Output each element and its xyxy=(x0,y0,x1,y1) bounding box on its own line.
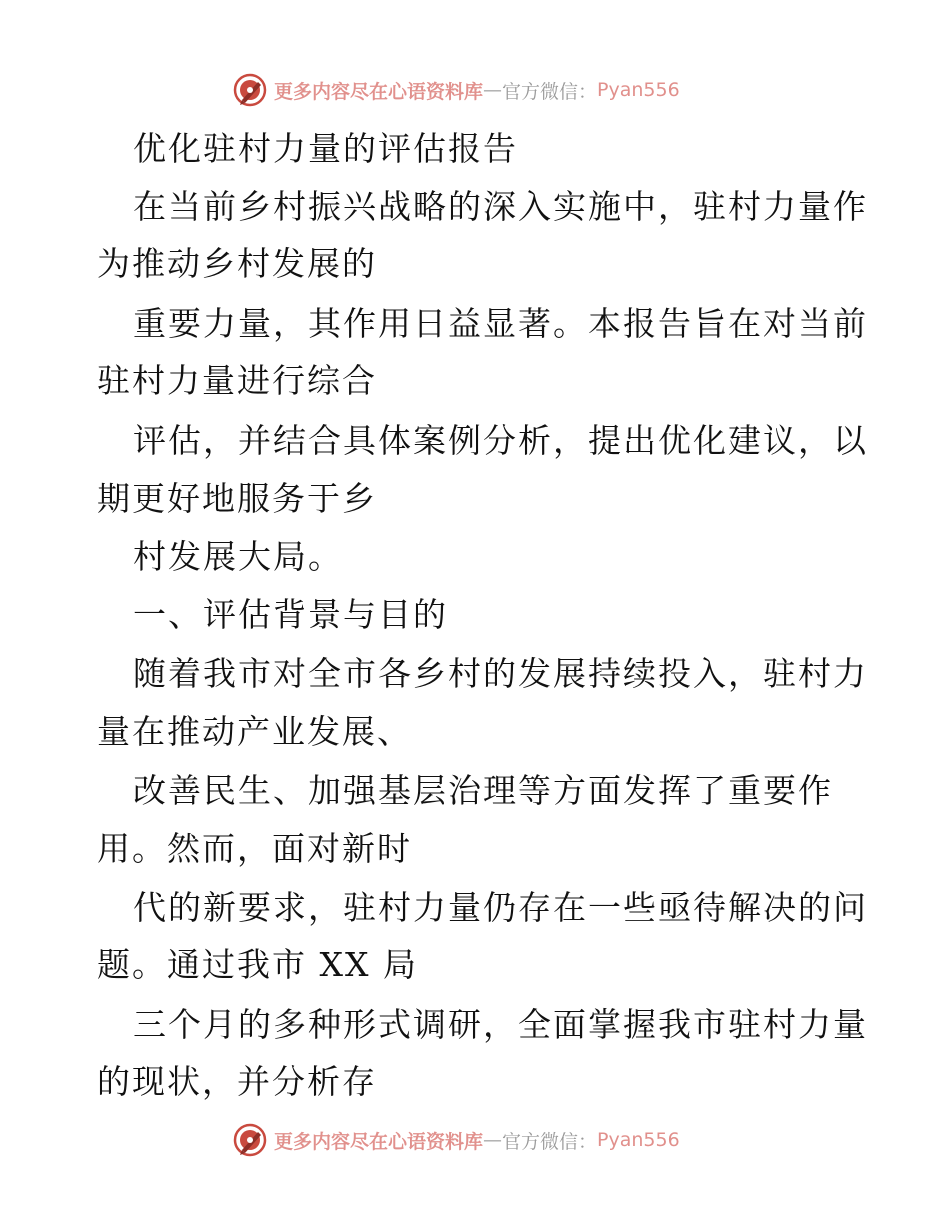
pen-logo-icon xyxy=(232,72,268,108)
watermark-banner-bottom xyxy=(232,1120,680,1160)
document-line: 题。通过我市 XX 局 xyxy=(97,945,418,984)
document-line: 代的新要求，驻村力量仍存在一些亟待解决的问 xyxy=(133,888,868,927)
watermark-prefix: 更多内容尽在心语资料库 xyxy=(274,80,484,103)
document-line: 三个月的多种形式调研，全面掌握我市驻村力量 xyxy=(133,1005,868,1044)
document-line: 的现状，并分析存 xyxy=(97,1062,377,1101)
watermark-prefix: 更多内容尽在心语资料库 xyxy=(274,1130,484,1153)
document-line: 量在推动产业发展、 xyxy=(97,712,412,751)
section-heading: 一、评估背景与目的 xyxy=(133,595,448,634)
watermark-wechat-label: 官方微信： xyxy=(502,80,598,103)
document-line: 在当前乡村振兴战略的深入实施中，驻村力量作 xyxy=(133,187,868,226)
document-line: 随着我市对全市各乡村的发展持续投入，驻村力 xyxy=(133,654,868,693)
document-line: 用。然而，面对新时 xyxy=(97,829,412,868)
pen-logo-icon xyxy=(232,1122,268,1158)
document-title: 优化驻村力量的评估报告 xyxy=(133,129,518,168)
watermark-wechat-id: Pyan556 xyxy=(597,79,680,101)
watermark-dash: — xyxy=(483,79,503,101)
watermark-wechat-label: 官方微信： xyxy=(502,1130,598,1153)
document-line: 为推动乡村发展的 xyxy=(97,244,377,283)
document-line: 改善民生、加强基层治理等方面发挥了重要作 xyxy=(133,771,833,810)
document-line: 期更好地服务于乡 xyxy=(97,479,377,518)
watermark-banner-top xyxy=(232,70,680,110)
document-line: 村发展大局。 xyxy=(133,537,343,576)
document-line: 驻村力量进行综合 xyxy=(97,361,377,400)
document-line: 重要力量，其作用日益显著。本报告旨在对当前 xyxy=(133,304,868,343)
watermark-wechat-id: Pyan556 xyxy=(597,1129,680,1151)
watermark-dash: — xyxy=(483,1129,503,1151)
document-line: 评估，并结合具体案例分析，提出优化建议，以 xyxy=(133,421,868,460)
